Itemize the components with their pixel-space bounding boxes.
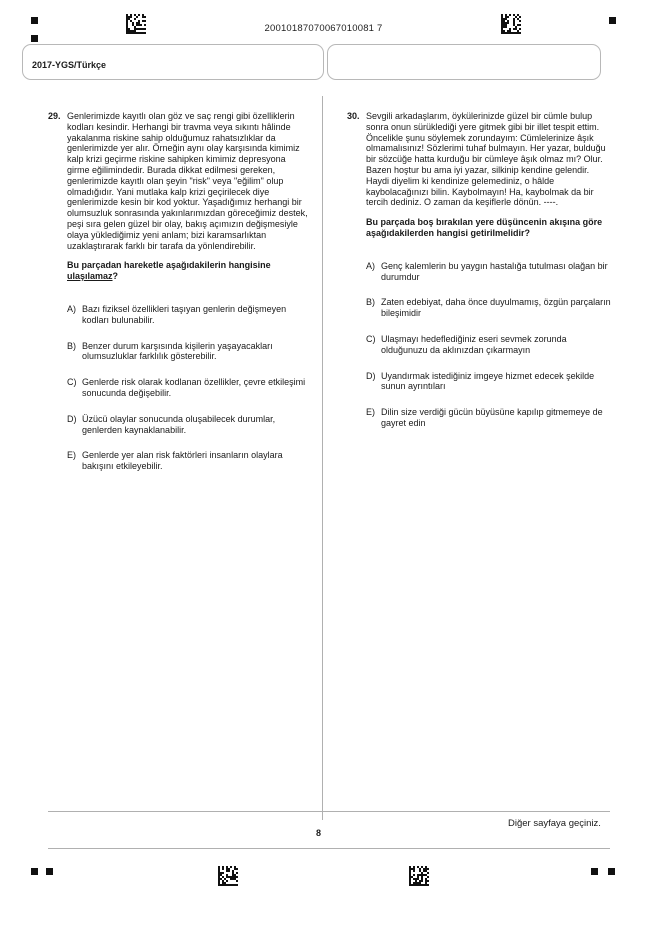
option-letter: C)	[366, 333, 376, 344]
option-letter: A)	[366, 260, 375, 271]
option[interactable]	[67, 377, 309, 399]
footer-divider	[48, 811, 610, 812]
option-text: Ulaşmayı hedeflediğiniz eseri sevmek zorunda olduğunuzu da aklınızdan çıkarmayın	[381, 333, 567, 355]
stem-end: ?	[112, 271, 119, 282]
registration-mark	[591, 868, 598, 875]
option[interactable]	[366, 371, 612, 393]
question-number: 29.	[48, 111, 61, 121]
registration-mark	[46, 868, 53, 875]
option-letter: C)	[67, 377, 77, 388]
question-30	[366, 111, 612, 444]
registration-mark	[31, 868, 38, 875]
option-text: Benzer durum karşısında kişilerin yaşayacakları olumsuzluklar farklılık gösterebilir.	[82, 340, 273, 362]
passage: Genlerimizde kayıtlı olan göz ve saç rengi gibi özelliklerin kodları kesindir. Herhangi bir travma veya sıkıntı hâlinde yakalanma riskine sahip olduğumuz rahatsızlıklar da genlerimizde yer alır. Örneğin aynı olay karşısında kimimiz kalp krizi geçirme riskine sahipken kimimiz depresyona girme eğilimindedir. Burada dikkat edilmesi gereken, genlerimizde kayıtlı olan şeyin "risk" veya "eğilim" olup olmadığıdır. Yani mutlaka kalp krizi geçirilecek diye genlerimizde kesin bir kod yoktur. Yaşadığımız herhangi bir olumsuzluk sonrasında yakınlarımızdan göreceğimiz destek, peşi sıra gelen güzel bir olay, bakış açımızın değişmesiyle olaya yüklediğimiz yeni anlam; bizi karamsarlıktan uzaklaştırarak farklı bir tarafa da yönlendirebilir.	[67, 111, 308, 251]
option-text: Zaten edebiyat, daha önce duyulmamış, özgün parçaların bileşimidir	[381, 297, 611, 319]
header-box-right	[327, 44, 601, 80]
footer-divider	[48, 848, 610, 849]
option[interactable]	[366, 261, 612, 283]
option-text: Bazı fiziksel özellikleri taşıyan genlerin değişmeyen kodları bulunabilir.	[82, 303, 287, 325]
registration-mark	[31, 35, 38, 42]
next-page-note: Diğer sayfaya geçiniz.	[508, 818, 601, 829]
passage: Sevgili arkadaşlarım, öykülerinizde güzel bir cümle bulup sonra onun sürüklediği yere gitmek gibi bir illet tespit ettim. Öncelikle şunu söylemek zorundayım: Cümlelerinize âşık olmamalısınız! Sözlerimi tuhaf bulmayın. Her yazar, bulduğu bir sözcüğe hatta kurduğu bir cümleye âşık olmaz mı? Olur. Bazen hoştur bu ama iyi yazar, silkinip kendine gelendir. Haydi diyelim ki kendinize gelemediniz, o hâlde kaybolacağınızı bilin. Kaybolmayın! Ha, kaybolmak da bir tercih dediniz. O zaman da keşiflerle dönün. ----.	[366, 111, 606, 208]
registration-mark	[608, 868, 615, 875]
stem-text: Bu parçadan hareketle aşağıdakilerin hangisine	[67, 260, 271, 271]
option-letter: B)	[67, 340, 76, 351]
option-text: Üzücü olaylar sonucunda oluşabilecek durumlar, genlerden kaynaklanabilir.	[82, 413, 276, 435]
barcode-icon	[409, 866, 429, 886]
option[interactable]	[67, 304, 309, 326]
exam-title: 2017-YGS/Türkçe	[32, 60, 107, 70]
question-stem	[67, 260, 309, 282]
option-letter: E)	[366, 407, 375, 418]
question-number: 30.	[347, 111, 360, 121]
option[interactable]	[366, 297, 612, 319]
question-29	[67, 111, 309, 487]
option-letter: B)	[366, 297, 375, 308]
option[interactable]	[67, 414, 309, 436]
column-divider	[322, 96, 323, 820]
options-list	[366, 261, 612, 429]
option[interactable]	[366, 334, 612, 356]
options-list	[67, 304, 309, 472]
option-letter: D)	[67, 413, 77, 424]
option-text: Dilin size verdiği gücün büyüsüne kapılıp gitmemeye de gayret edin	[381, 407, 603, 428]
question-stem: Bu parçada boş bırakılan yere düşüncenin akışına göre aşağıdakilerden hangisi getirilmelidir?	[366, 217, 603, 238]
page-number: 8	[316, 828, 322, 838]
option-letter: A)	[67, 303, 76, 314]
option-text: Uyandırmak istediğiniz imgeye hizmet edecek şekilde sunun ayrıntıları	[381, 370, 595, 392]
booklet-code: 20010187070067010081 7	[264, 23, 383, 34]
option-letter: E)	[67, 450, 76, 461]
option[interactable]	[67, 341, 309, 363]
stem-underlined: ulaşılamaz	[67, 271, 113, 282]
option-letter: D)	[366, 370, 376, 381]
barcode-icon	[218, 866, 238, 886]
option[interactable]	[67, 450, 309, 472]
option[interactable]	[366, 407, 612, 429]
option-text: Genç kalemlerin bu yaygın hastalığa tutulması olağan bir durumdur	[381, 260, 608, 282]
option-text: Genlerde risk olarak kodlanan özellikler, çevre etkileşimi sonucunda değişebilir.	[82, 377, 306, 398]
option-text: Genlerde yer alan risk faktörleri insanların olaylara bakışını etkileyebilir.	[82, 450, 283, 472]
